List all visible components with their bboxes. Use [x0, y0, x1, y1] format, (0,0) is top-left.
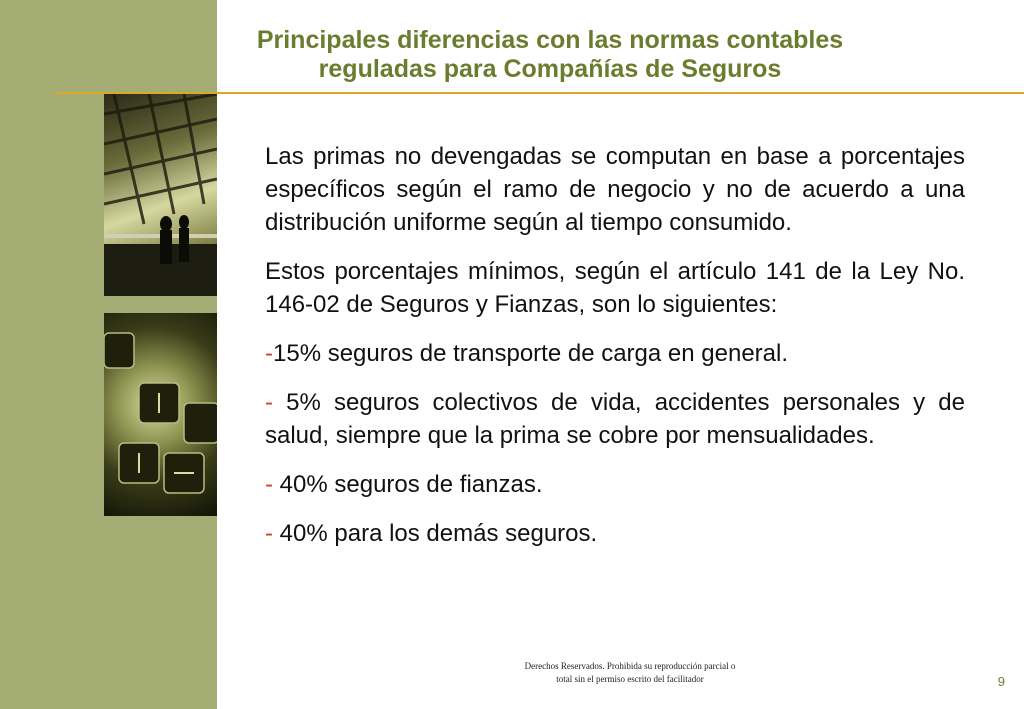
paragraph-primas: Las primas no devengadas se computan en base a porcentajes específicos según el ramo de negocio y no de acuerdo a una distribución uniforme según al tiempo consumido. [265, 143, 965, 236]
slide-body [265, 140, 965, 566]
bullet-dash: - [265, 471, 280, 498]
title-line-1: Principales diferencias con las normas contables [256, 26, 844, 54]
page-number: 9 [997, 674, 1005, 689]
keyboard-photo [104, 313, 217, 516]
keyboard-photo-graphic [104, 313, 217, 516]
title-line-2: reguladas para Compañías de Seguros [318, 55, 782, 83]
paragraph-porcentajes: Estos porcentajes mínimos, según el artículo 141 de la Ley No. 146-02 de Seguros y Fianzas, son lo siguientes: [265, 258, 965, 318]
list-item [265, 386, 965, 452]
list-item [265, 468, 965, 501]
list-item-text: 40% para los demás seguros. [279, 520, 598, 547]
architecture-photo-graphic [104, 94, 217, 296]
bullet-dash: - [265, 340, 273, 367]
footer-line-2: total sin el permiso escrito del facilitador [556, 674, 704, 684]
slide-title [240, 26, 860, 84]
footer-line-1: Derechos Reservados. Prohibida su reproducción parcial o [524, 661, 736, 671]
list-item [265, 517, 965, 550]
architecture-photo [104, 94, 217, 296]
list-item-text: 40% seguros de fianzas. [279, 471, 543, 498]
list-item-text: 15% seguros de transporte de carga en general. [273, 340, 789, 367]
bullet-dash: - [265, 520, 280, 547]
list-item-text: 5% seguros colectivos de vida, accidentes personales y de salud, siempre que la prima se cobre por mensualidades. [265, 389, 965, 449]
title-divider [54, 92, 1024, 94]
bullet-dash: - [265, 389, 287, 416]
list-item [265, 337, 965, 370]
copyright-footer [500, 660, 760, 686]
